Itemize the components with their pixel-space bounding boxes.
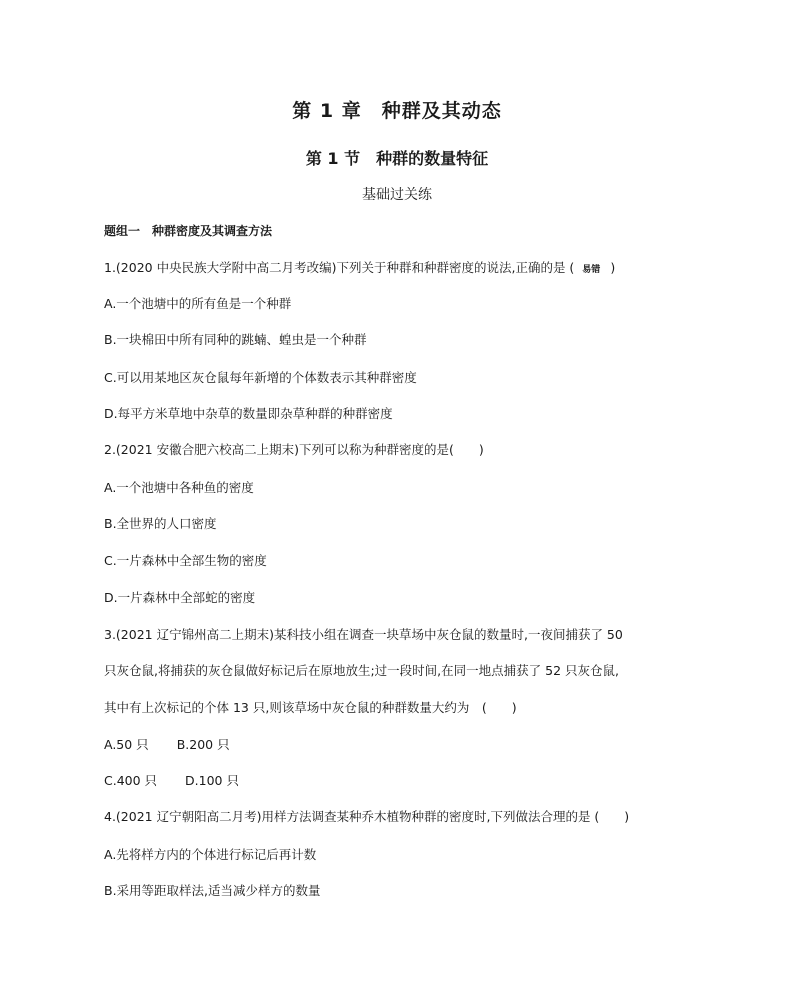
question-1-text: 1.(2020 中央民族大学附中高二月考改编)下列关于种群和种群密度的说法,正确的是 ( [104, 260, 575, 275]
question-group-title: 题组一 种群密度及其调查方法 [104, 224, 273, 238]
question-3-option-d: D.100 只 [185, 773, 239, 788]
question-4-option-b: B.采用等距取样法,适当减少样方的数量 [104, 883, 321, 898]
question-4-option-a: A.先将样方内的个体进行标记后再计数 [104, 847, 317, 862]
question-3-stem-line-3: 其中有上次标记的个体 13 只,则该草场中灰仓鼠的种群数量大约为 ( ) [104, 700, 517, 715]
question-1-option-c: C.可以用某地区灰仓鼠每年新增的个体数表示其种群密度 [104, 370, 417, 385]
question-2-option-b: B.全世界的人口密度 [104, 516, 217, 531]
section-title: 第 1 节 种群的数量特征 [305, 149, 489, 168]
question-1-option-a: A.一个池塘中的所有鱼是一个种群 [104, 296, 292, 311]
question-4-stem: 4.(2021 辽宁朝阳高二月考)用样方法调查某种乔木植物种群的密度时,下列做法合理的是 ( ) [104, 809, 630, 824]
question-2-option-d: D.一片森林中全部蛇的密度 [104, 590, 256, 605]
question-3-options-row-2 [104, 772, 239, 790]
answer-bracket-close: ) [610, 260, 616, 275]
question-1-option-d: D.每平方米草地中杂草的数量即杂草种群的种群密度 [104, 406, 393, 421]
question-1-option-b: B.一块棉田中所有同种的跳蝻、蝗虫是一个种群 [104, 332, 367, 347]
question-3-options-row-1 [104, 736, 230, 754]
question-2-option-a: A.一个池塘中各种鱼的密度 [104, 480, 254, 495]
exercise-subtitle: 基础过关练 [362, 187, 432, 203]
chapter-title: 第 1 章 种群及其动态 [292, 100, 502, 122]
question-1-stem [104, 259, 615, 279]
question-3-stem-line-1: 3.(2021 辽宁锦州高二上期末)某科技小组在调查一块草场中灰仓鼠的数量时,一夜间捕获了 50 [104, 627, 623, 642]
question-3-option-b: B.200 只 [176, 737, 230, 752]
question-3-option-c: C.400 只 [104, 773, 158, 788]
question-3-stem-line-2: 只灰仓鼠,将捕获的灰仓鼠做好标记后在原地放生;过一段时间,在同一地点捕获了 52 只灰仓鼠, [104, 663, 619, 678]
question-2-stem: 2.(2021 安徽合肥六校高二上期末)下列可以称为种群密度的是( ) [104, 442, 484, 457]
error-prone-badge: 易错 [582, 265, 601, 275]
question-2-option-c: C.一片森林中全部生物的密度 [104, 553, 267, 568]
question-3-option-a: A.50 只 [104, 737, 149, 752]
